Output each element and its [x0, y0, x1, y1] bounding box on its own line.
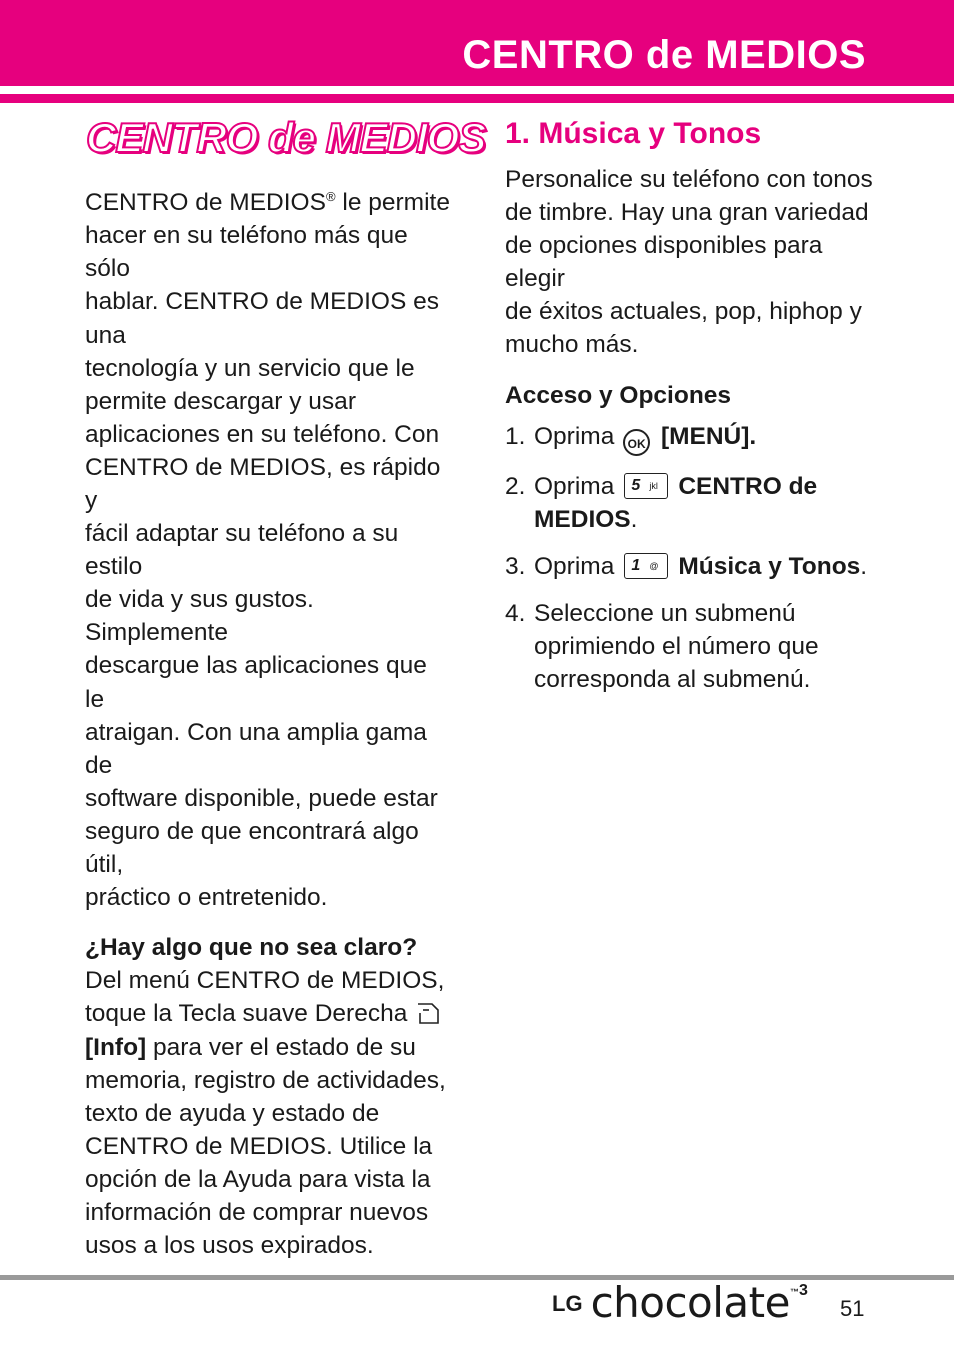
footer-rule: [0, 1275, 954, 1280]
section-description: Personalice su teléfono con tonos de timbre. Hay una gran variedad de opciones disponibles para elegir de éxitos actuales, pop, hiphop y mucho más.: [505, 166, 873, 359]
brand-logo: LG chocolate™3: [552, 1278, 808, 1327]
intro-paragraph: CENTRO de MEDIOS® le permite hacer en su teléfono más que sólo hablar. CENTRO de MEDIOS es una tecnología y un servicio que le permite descargar y usar aplicaciones en su teléfono. Con CENTRO de MEDIOS, es rápido y fácil adaptar su teléfono a su estilo de vida y sus gustos. Simplemente descargue las aplicaciones que le atraigan. Con una amplia gama de software disponible, puede estar seguro de que encontrará algo útil, práctico o entretenido.: [85, 189, 450, 912]
page-title: CENTRO de MEDIOS: [86, 114, 486, 161]
step-item: 3. Oprima 1 @ Música y Tonos.: [505, 552, 868, 580]
access-heading: Acceso y Opciones: [505, 381, 732, 409]
step-item: 2. Oprima 5 jkl CENTRO de MEDIOS.: [505, 472, 818, 533]
steps-list: [505, 420, 880, 697]
left-column: [85, 180, 450, 1262]
step-item: 1. Oprima OK [MENÚ].: [505, 420, 880, 456]
faq-paragraph: Del menú CENTRO de MEDIOS, toque la Tecla suave Derecha [Info] para ver el estado de su memoria, registro de actividades, texto de ayuda y estado de CENTRO de MEDIOS. Utilice la opción de la Ayuda para vista la información de comprar nuevos usos a los usos expirados.: [85, 967, 446, 1260]
key-5-icon: 5 jkl: [624, 473, 668, 499]
ok-key-icon: OK: [623, 429, 650, 456]
right-column: [505, 163, 880, 710]
faq-heading: ¿Hay algo que no sea claro?: [85, 934, 418, 962]
header-title: CENTRO de MEDIOS: [462, 33, 866, 77]
page-number: 51: [840, 1296, 865, 1321]
step-item: 4. Seleccione un submenú oprimiendo el número que corresponda al submenú.: [505, 599, 819, 694]
section-heading: 1. Música y Tonos: [505, 117, 762, 150]
header-rule: [0, 94, 954, 103]
key-1-icon: 1 @: [624, 553, 668, 579]
right-soft-key-icon: [417, 1002, 439, 1024]
